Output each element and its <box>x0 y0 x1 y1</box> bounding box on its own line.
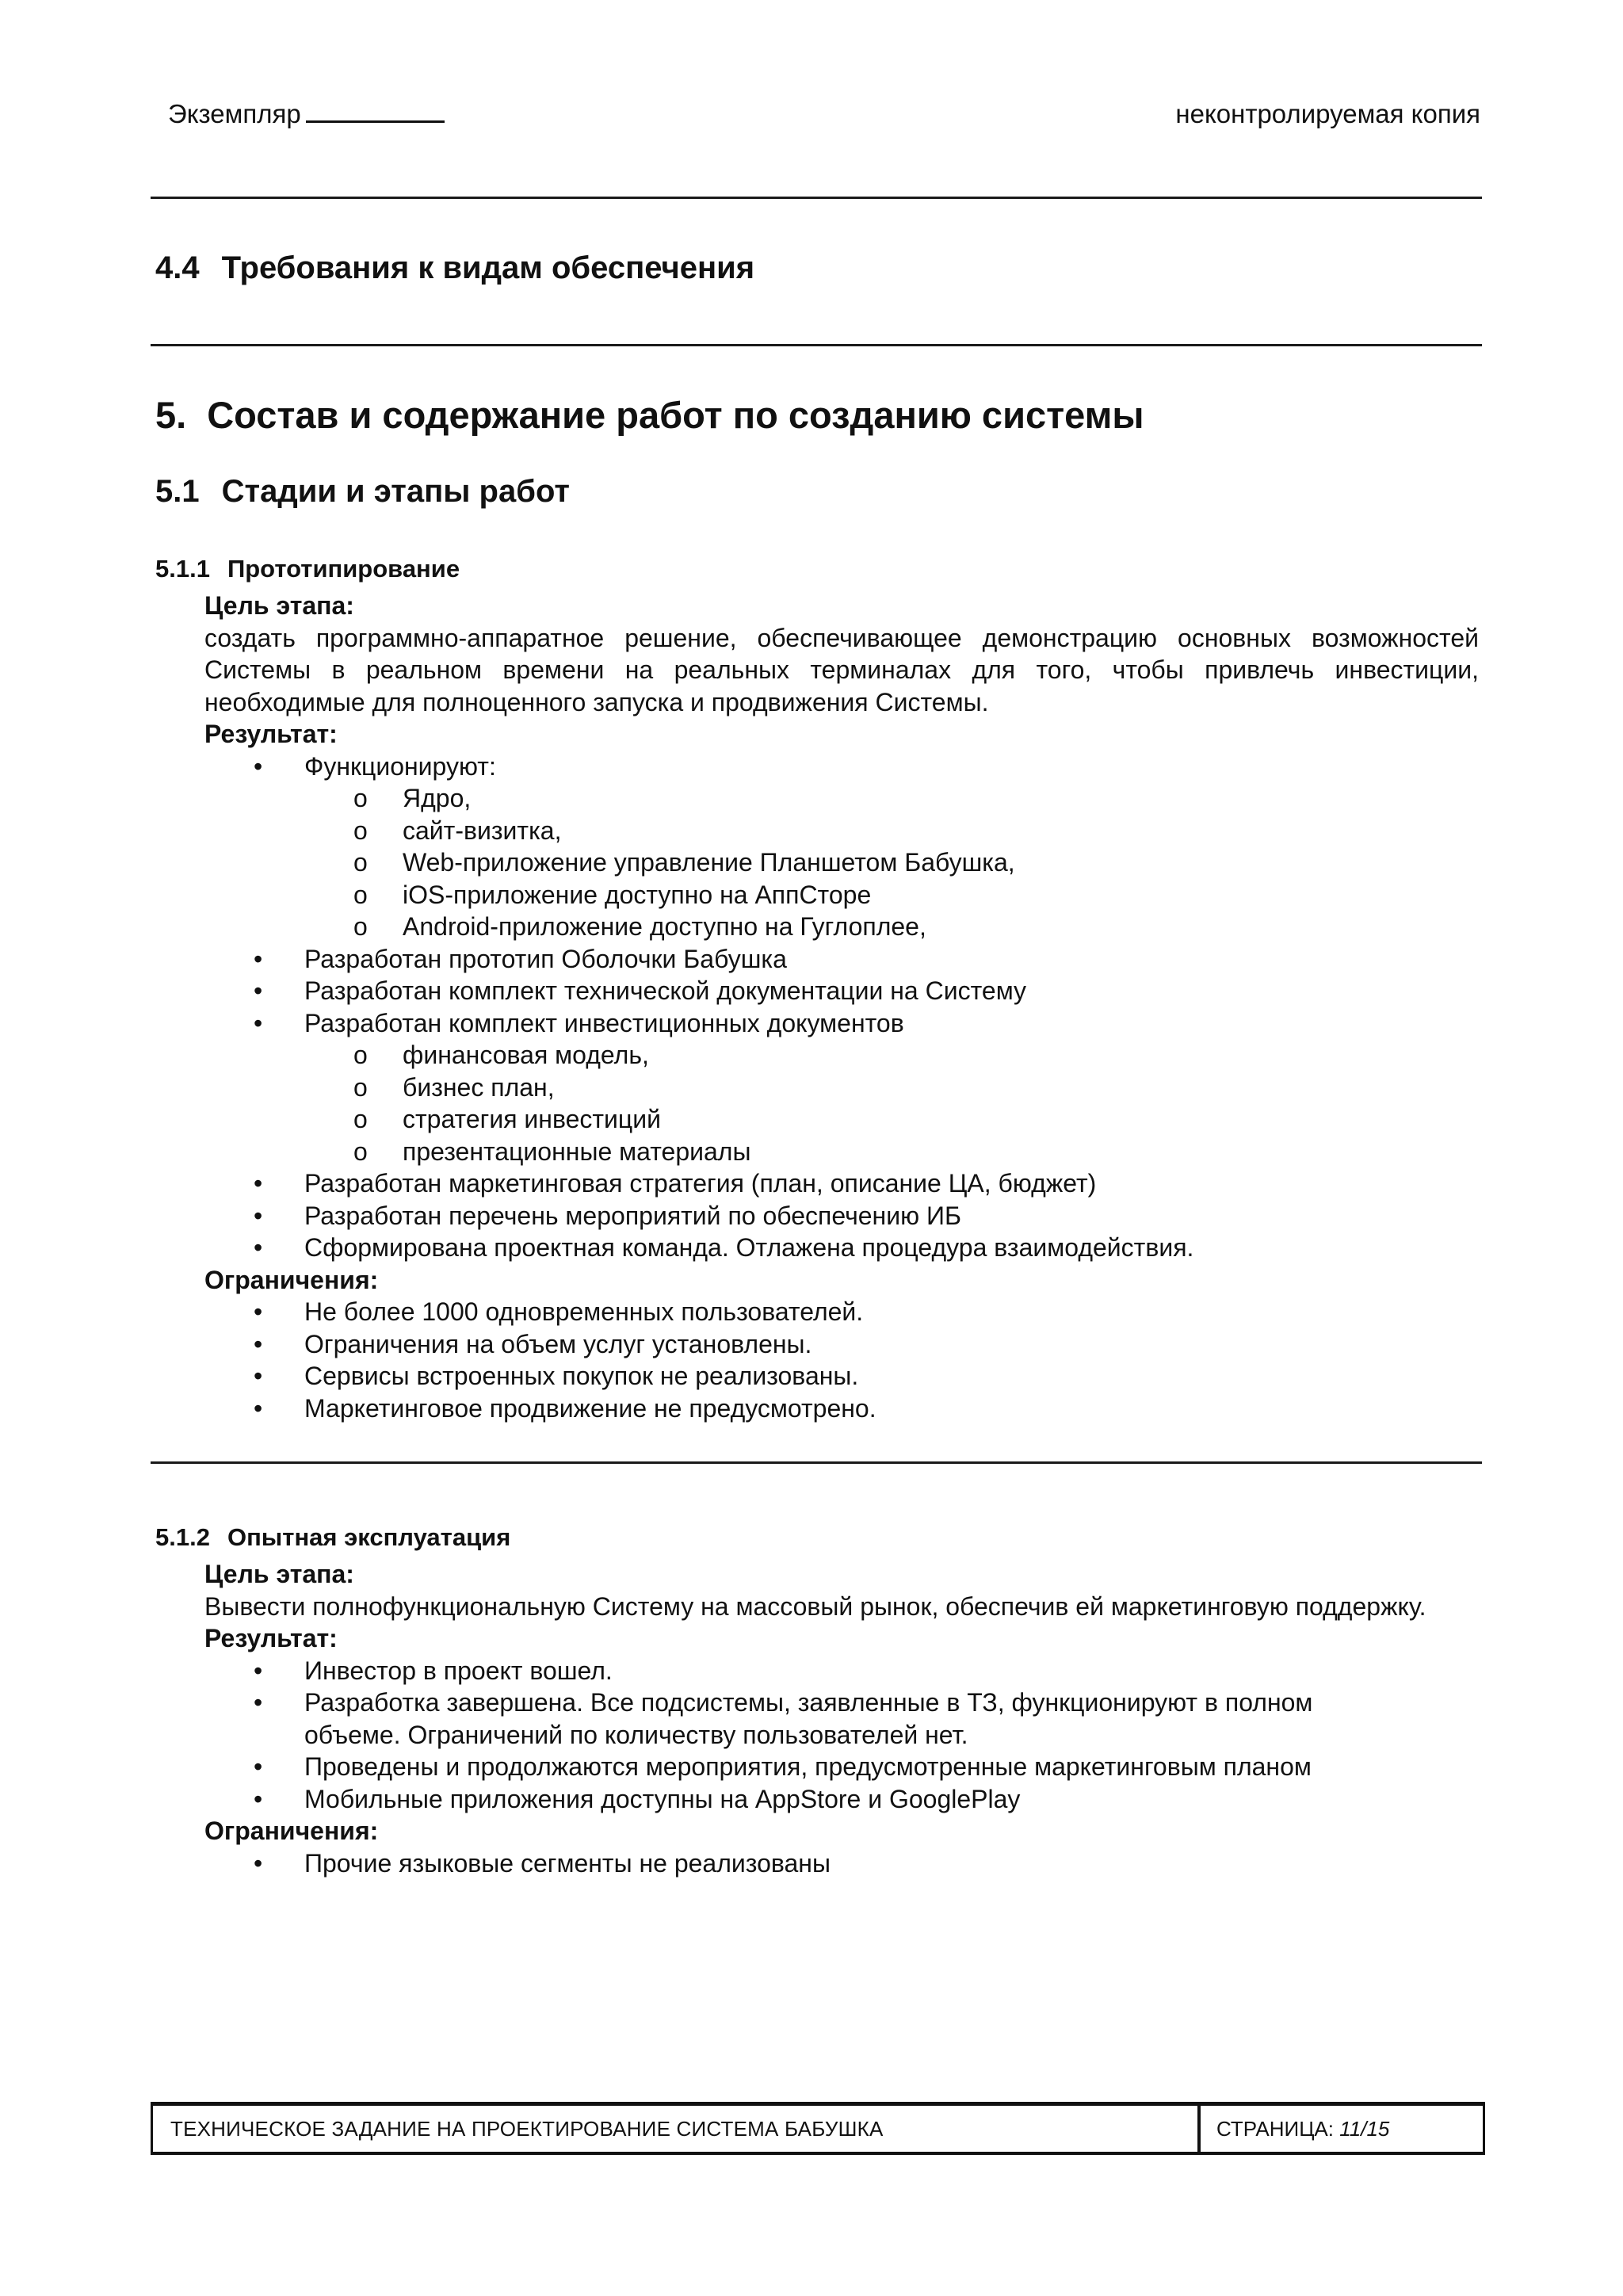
sub-bullet-glyph: o <box>353 912 368 941</box>
section-5-1-1-heading <box>155 555 460 583</box>
list-item <box>204 782 1479 943</box>
copy-number-label <box>168 98 445 130</box>
sub-list-item <box>304 1039 1479 1072</box>
bullet-glyph: • <box>254 1008 263 1037</box>
section-5-1-2-body <box>204 1558 1479 1879</box>
list-item-text: Проведены и продолжаются мероприятия, предусмотренные маркетинговым планом <box>304 1752 1312 1781</box>
section-number: 5. <box>155 394 187 436</box>
limits-label: Ограничения: <box>204 1265 379 1294</box>
list-item-text: Разработан комплект инвестиционных документов <box>304 1008 904 1037</box>
sub-list-item-text: стратегия инвестиций <box>403 1105 661 1133</box>
list-item-text: Сформирована проектная команда. Отлажена процедура взаимодействия. <box>304 1233 1194 1262</box>
limits-label: Ограничения: <box>204 1817 379 1845</box>
section-5-1-1-body <box>204 590 1479 1424</box>
bullet-glyph: • <box>254 1329 263 1358</box>
sub-bullet-glyph: o <box>353 880 368 909</box>
sub-bullet-glyph: o <box>353 784 368 812</box>
header-divider <box>151 197 1482 199</box>
list-item <box>204 975 1479 1007</box>
sub-list-item-text: iOS-приложение доступно на АппСторе <box>403 880 872 909</box>
sub-list-item-text: сайт-визитка, <box>403 816 562 845</box>
bullet-glyph: • <box>254 1362 263 1390</box>
sub-list-item <box>304 879 1479 911</box>
list-item-text: Функционируют: <box>304 751 496 781</box>
bullet-glyph: • <box>254 1784 263 1813</box>
results-list <box>204 1655 1479 1816</box>
sub-bullet-glyph: o <box>353 1105 368 1133</box>
sub-bullet-glyph: o <box>353 1072 368 1102</box>
bullet-glyph: • <box>254 944 263 973</box>
list-item <box>204 1232 1479 1264</box>
list-item-text: Мобильные приложения доступны на AppStore и GooglePlay <box>304 1784 1021 1813</box>
list-item <box>204 1783 1479 1816</box>
list-item-text: Сервисы встроенных покупок не реализованы. <box>304 1362 859 1390</box>
sub-bullet-glyph: o <box>353 1137 368 1166</box>
sub-list-item <box>304 911 1479 943</box>
sub-list-item <box>304 815 1479 847</box>
sub-list-item <box>304 782 1479 815</box>
list-item-text: Разработан комплект технической документации на Систему <box>304 976 1027 1005</box>
list-item-text: Прочие языковые сегменты не реализованы <box>304 1848 831 1878</box>
sub-list <box>204 782 1479 943</box>
list-item <box>204 1655 1479 1687</box>
section-5-1-2-heading <box>155 1523 510 1552</box>
section-number: 4.4 <box>155 250 200 285</box>
list-item <box>204 1360 1479 1392</box>
goal-label: Цель этапа: <box>204 591 354 620</box>
bullet-glyph: • <box>254 1688 263 1717</box>
list-item <box>204 1296 1479 1328</box>
bullet-glyph: • <box>254 1233 263 1262</box>
footer-document-title: ТЕХНИЧЕСКОЕ ЗАДАНИЕ НА ПРОЕКТИРОВАНИЕ СИСТЕМА БАБУШКА <box>170 2117 884 2141</box>
section-5-1-heading <box>155 474 570 510</box>
sub-list-item <box>304 1072 1479 1104</box>
bullet-glyph: • <box>254 1201 263 1230</box>
copy-label-text: Экземпляр <box>168 99 301 128</box>
result-label: Результат: <box>204 720 338 748</box>
list-item <box>204 1392 1479 1425</box>
bullet-glyph: • <box>254 1656 263 1685</box>
section-number: 5.1.1 <box>155 555 210 583</box>
sub-list-item-text: Android-приложение доступно на Гуглоплее, <box>403 912 926 941</box>
limits-list <box>204 1847 1479 1880</box>
bullet-glyph: • <box>254 1848 263 1878</box>
section-title: Состав и содержание работ по созданию системы <box>207 394 1144 436</box>
page-footer <box>151 2102 1485 2155</box>
section-divider <box>151 344 1482 346</box>
section-4-4-heading <box>155 250 754 286</box>
goal-label: Цель этапа: <box>204 1560 354 1588</box>
list-item <box>204 943 1479 976</box>
section-title: Опытная эксплуатация <box>227 1523 511 1551</box>
section-divider <box>151 1461 1482 1464</box>
sub-list-item-text: финансовая модель, <box>403 1041 649 1069</box>
bullet-glyph: • <box>254 976 263 1005</box>
copy-number-blank <box>306 98 445 123</box>
bullet-glyph: • <box>254 1297 263 1326</box>
list-item-text: Маркетинговое продвижение не предусмотрено. <box>304 1393 876 1423</box>
list-item-text: Инвестор в проект вошел. <box>304 1656 613 1685</box>
section-5-heading <box>155 393 1144 437</box>
list-item-text: Разработан перечень мероприятий по обеспечению ИБ <box>304 1201 961 1230</box>
bullet-glyph: • <box>254 1169 263 1198</box>
section-number: 5.1 <box>155 474 200 509</box>
sub-bullet-glyph: o <box>353 816 368 845</box>
footer-page-number <box>1216 2117 1389 2141</box>
sub-list-item <box>304 846 1479 879</box>
list-item-text: Не более 1000 одновременных пользователей. <box>304 1297 864 1326</box>
goal-text: Вывести полнофункциональную Систему на массовый рынок, обеспечив ей маркетинговую поддержку. <box>204 1591 1426 1621</box>
bullet-glyph: • <box>254 1393 263 1423</box>
section-title: Прототипирование <box>227 555 460 583</box>
list-item-text: Ограничения на объем услуг установлены. <box>304 1329 812 1358</box>
sub-list-item <box>304 1136 1479 1168</box>
list-item <box>204 1328 1479 1361</box>
section-title: Стадии и этапы работ <box>221 474 570 509</box>
bullet-glyph: • <box>254 1752 263 1781</box>
list-item-text: Разработан маркетинговая стратегия (план, описание ЦА, бюджет) <box>304 1169 1097 1198</box>
list-item <box>204 1751 1479 1783</box>
result-label: Результат: <box>204 1624 338 1652</box>
footer-divider <box>1197 2102 1201 2155</box>
sub-list-item-text: презентационные материалы <box>403 1137 751 1166</box>
list-item-text: Разработан прототип Оболочки Бабушка <box>304 944 787 973</box>
sub-list-item-text: бизнес план, <box>403 1072 555 1102</box>
list-item <box>204 1007 1479 1040</box>
uncontrolled-copy-label: неконтролируемая копия <box>1175 99 1480 128</box>
section-title: Требования к видам обеспечения <box>221 250 755 285</box>
list-item <box>204 1687 1479 1751</box>
list-item <box>204 1167 1479 1200</box>
sub-bullet-glyph: o <box>353 848 368 877</box>
bullet-glyph: • <box>254 751 263 781</box>
list-item-text: Разработка завершена. Все подсистемы, заявленные в ТЗ, функционируют в полном объеме. Ограничений по количеству пользователей нет. <box>304 1688 1313 1749</box>
list-item <box>204 751 1479 783</box>
list-item <box>204 1200 1479 1232</box>
sub-list <box>204 1039 1479 1167</box>
list-item <box>204 1847 1479 1880</box>
sub-list-item-text: Ядро, <box>403 784 472 812</box>
sub-list-item <box>304 1103 1479 1136</box>
goal-text: создать программно-аппаратное решение, обеспечивающее демонстрацию основных возможностей Системы в реальном времени на реальных терминалах для того, чтобы привлечь инвестиции, необходимые для полноценного запуска и продвижения Системы. <box>204 623 1479 716</box>
sub-list-item-text: Web-приложение управление Планшетом Бабушка, <box>403 848 1015 877</box>
results-list <box>204 751 1479 1264</box>
sub-bullet-glyph: o <box>353 1041 368 1069</box>
list-item <box>204 1039 1479 1167</box>
page-label: СТРАНИЦА: <box>1216 2117 1335 2141</box>
section-number: 5.1.2 <box>155 1523 210 1551</box>
limits-list <box>204 1296 1479 1424</box>
page-count: 11/15 <box>1339 2117 1390 2141</box>
